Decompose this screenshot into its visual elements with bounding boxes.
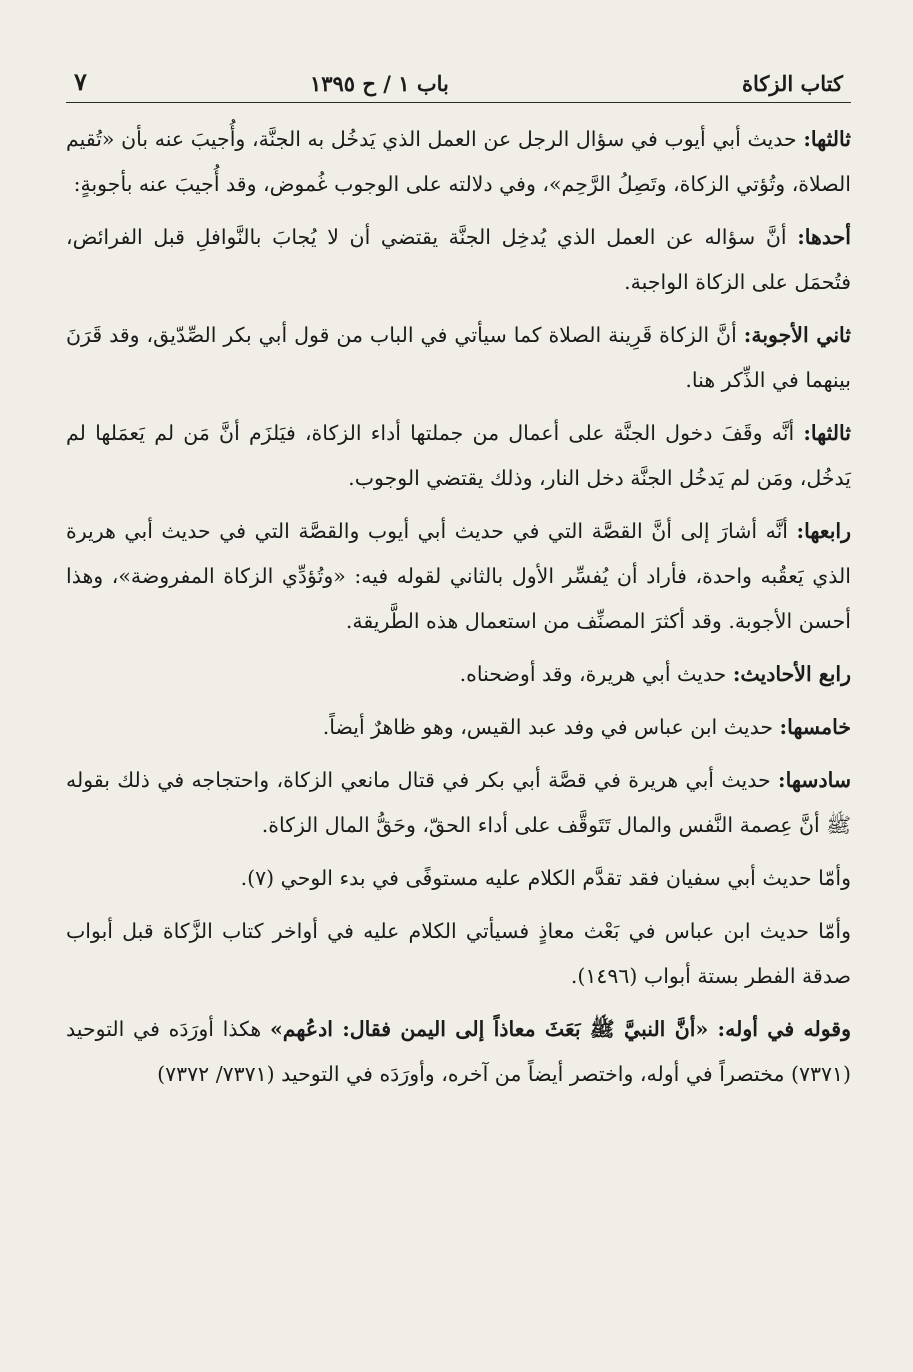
running-header xyxy=(66,52,851,96)
paragraph-text: أنَّ الزكاة قَرِينة الصلاة كما سيأتي في الباب من قول أبي بكر الصِّدّيق، وقد قَرَنَ بينهما في الذِّكر هنا. xyxy=(66,323,851,392)
paragraph-text: وأمّا حديث أبي سفيان فقد تقدَّم الكلام عليه مستوفًى في بدء الوحي (٧). xyxy=(240,866,851,890)
paragraph xyxy=(66,909,851,999)
paragraph-lead: رابع الأحاديث: xyxy=(732,662,851,686)
paragraph-text: حديث أبي أيوب في سؤال الرجل عن العمل الذي يَدخُل به الجنَّة، وأُجيبَ عنه بأن «تُقيم الصلاة، وتُؤتي الزكاة، وتَصِلُ الرَّحِم»، وفي دلالته على الوجوب غُموض، وقد أُجيبَ عنه بأجوبةٍ: xyxy=(66,127,851,196)
paragraph-lead: ثالثها: xyxy=(803,421,851,445)
paragraph xyxy=(66,313,851,403)
paragraph-lead: أحدها: xyxy=(797,225,851,249)
paragraph-text: وأمّا حديث ابن عباس في بَعْث معاذٍ فسيأتي الكلام عليه في أواخر كتاب الزَّكاة قبل أبواب صدقة الفطر بستة أبواب (١٤٩٦). xyxy=(66,919,851,988)
book-title: كتاب الزكاة xyxy=(741,71,843,96)
paragraph xyxy=(66,705,851,750)
paragraph-lead: وقوله في أوله: «أنَّ النبيَّ ﷺ بَعَثَ معاذاً إلى اليمن فقال: ادعُهم» xyxy=(269,1017,851,1041)
paragraph-text: أنَّه أشارَ إلى أنَّ القصَّة التي في حديث أبي أيوب والقصَّة التي في حديث أبي هريرة الذي يَعقُبه واحدة، فأراد أن يُفسِّر الأول بالثاني لقوله فيه: «وتُؤدِّي الزكاة المفروضة»، وهذا أحسن الأجوبة. وقد أكثرَ المصنِّف من استعمال هذه الطَّريقة. xyxy=(66,519,851,633)
paragraph-text: هكذا أورَدَه في التوحيد (٧٣٧١) مختصراً في أوله، واختصر أيضاً من آخره، وأورَدَه في التوحيد (٧٣٧١/ ٧٣٧٢) xyxy=(66,1017,851,1086)
page-body xyxy=(66,117,851,1097)
paragraph-text: حديث ابن عباس في وفد عبد القيس، وهو ظاهرٌ أيضاً. xyxy=(322,715,780,739)
paragraph-lead: رابعها: xyxy=(796,519,851,543)
paragraph-text: أنَّ سؤاله عن العمل الذي يُدخِل الجنَّة يقتضي أن لا يُجابَ بالنَّوافلِ قبل الفرائض، فتُحمَل على الزكاة الواجبة. xyxy=(66,225,851,294)
paragraph xyxy=(66,215,851,305)
paragraph-lead: ثالثها: xyxy=(803,127,851,151)
chapter-reference: باب ١ / ح ١٣٩٥ xyxy=(309,71,449,96)
paragraph xyxy=(66,411,851,501)
paragraph xyxy=(66,856,851,901)
paragraph xyxy=(66,1007,851,1097)
paragraph-lead: ثاني الأجوبة: xyxy=(743,323,851,347)
paragraph-text: حديث أبي هريرة، وقد أوضحناه. xyxy=(459,662,733,686)
paragraph-text: أنَّه وقَفَ دخول الجنَّة على أعمال من جملتها أداء الزكاة، فيَلزَم أنَّ مَن لم يَعمَلها لم يَدخُل، ومَن لم يَدخُل الجنَّة دخل النار، وذلك يقتضي الوجوب. xyxy=(66,421,851,490)
header-rule xyxy=(66,102,851,103)
paragraph-text: حديث أبي هريرة في قصَّة أبي بكر في قتال مانعي الزكاة، واحتجاجه في ذلك بقوله ﷺ أنَّ عِصمة النَّفس والمال تَتَوقَّف على أداء الحقّ، وحَقُّ المال الزكاة. xyxy=(66,768,851,837)
paragraph xyxy=(66,758,851,848)
paragraph-lead: سادسها: xyxy=(778,768,851,792)
paragraph xyxy=(66,652,851,697)
paragraph-lead: خامسها: xyxy=(779,715,851,739)
paragraph xyxy=(66,117,851,207)
paragraph xyxy=(66,509,851,644)
page-number: ٧ xyxy=(74,67,87,96)
